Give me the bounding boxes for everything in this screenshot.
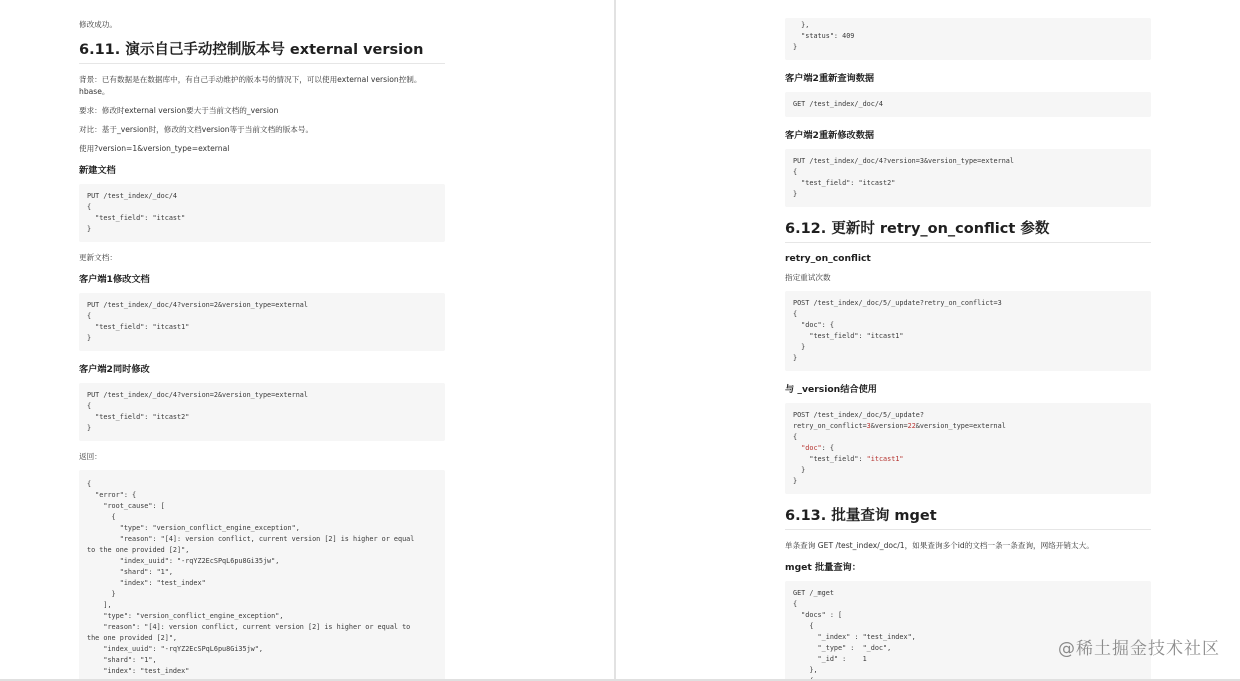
comparison-text: 对比：基于_version时，修改的文档version等于当前文档的版本号。 [79, 125, 314, 134]
left-content [79, 19, 445, 681]
code-text: : { [821, 444, 834, 452]
retry-heading: retry_on_conflict [785, 253, 871, 264]
section-heading-6-11: 6.11. 演示自己手动控制版本号 external version [79, 38, 445, 64]
code-value: "itcast1" [866, 455, 904, 463]
code-text: "test_field": [793, 455, 867, 463]
return-text: 返回： [79, 452, 102, 461]
left-page [0, 0, 614, 681]
code-block-status: }, "status": 409 } [785, 18, 1151, 60]
code-line: POST /test_index/_doc/5/_update? [793, 411, 924, 419]
update-doc-text: 更新文档： [79, 253, 117, 262]
code-block-retry: POST /test_index/_doc/5/_update?retry_on_conflict=3 { "doc": { "test_field": "itcast1" } } [785, 291, 1151, 371]
requery-heading: 客户端2重新查询数据 [785, 73, 875, 84]
code-text: &version= [870, 422, 908, 430]
right-page [616, 0, 1240, 681]
code-value: 22 [907, 422, 916, 430]
client2-heading: 客户端2同时修改 [79, 364, 150, 375]
section-heading-6-13: 6.13. 批量查询 mget [785, 504, 1151, 530]
code-block-return: { "error": { "root_cause": [ { "type": "version_conflict_engine_exception", "reason": "[4]: version conflict, current version [2] is higher or equal to the one provided [2]", "index_uuid": "-rqYZ2EcSPqL6pu8Gi35jw", "shard": "1", "index": "test_index" } ], "type": "version_conflict_engine_exception", "reason": "[4]: version conflict, current version [2] is higher or equal to the one provided [2]", "index_uuid": "-rqYZ2EcSPqL6pu8Gi35jw", "shard": "1", "index": "test_index" [79, 470, 445, 681]
code-block-new-doc: PUT /test_index/_doc/4 { "test_field": "itcast" } [79, 184, 445, 242]
watermark: @稀土掘金技术社区 [1058, 639, 1220, 659]
mget-heading: mget 批量查询： [785, 562, 861, 573]
code-line: { [793, 433, 798, 441]
code-line: } } [793, 466, 806, 485]
code-text [793, 444, 801, 452]
code-block-remodify: PUT /test_index/_doc/4?version=3&version_type=external { "test_field": "itcast2" } [785, 149, 1151, 207]
retry-description: 指定重试次数 [785, 273, 831, 282]
code-text: &version_type=external [915, 422, 1006, 430]
requirement-text: 要求：修改时external version要大于当前文档的_version [79, 106, 279, 115]
usage-text: 使用?version=1&version_type=external [79, 144, 230, 153]
code-block-get: GET /test_index/_doc/4 [785, 92, 1151, 117]
code-block-client2: PUT /test_index/_doc/4?version=2&version_type=external { "test_field": "itcast2" } [79, 383, 445, 441]
background-text: 背景：已有数据是在数据库中，有自己手动维护的版本号的情况下，可以使用external version控制。hbase。 [79, 75, 422, 96]
client1-heading: 客户端1修改文档 [79, 274, 150, 285]
mget-description: 单条查询 GET /test_index/_doc/1，如果查询多个id的文档一条一条查询，网络开销太大。 [785, 541, 1094, 550]
code-value: 3 [866, 422, 871, 430]
code-block-with-version [785, 403, 1151, 494]
remodify-heading: 客户端2重新修改数据 [785, 130, 875, 141]
code-text: retry_on_conflict= [793, 422, 867, 430]
code-block-client1: PUT /test_index/_doc/4?version=2&version_type=external { "test_field": "itcast1" } [79, 293, 445, 351]
section-heading-6-12: 6.12. 更新时 retry_on_conflict 参数 [785, 217, 1151, 243]
success-text: 修改成功。 [79, 20, 117, 29]
code-key: "doc" [801, 444, 822, 452]
right-content [785, 18, 1151, 681]
code-block-mget: GET /_mget { "docs" : [ { "_index" : "test_index", "_type" : "_doc", "_id" : 1 }, [785, 581, 1151, 681]
new-doc-heading: 新建文档 [79, 165, 116, 176]
with-version-heading: 与 _version结合使用 [785, 384, 877, 395]
